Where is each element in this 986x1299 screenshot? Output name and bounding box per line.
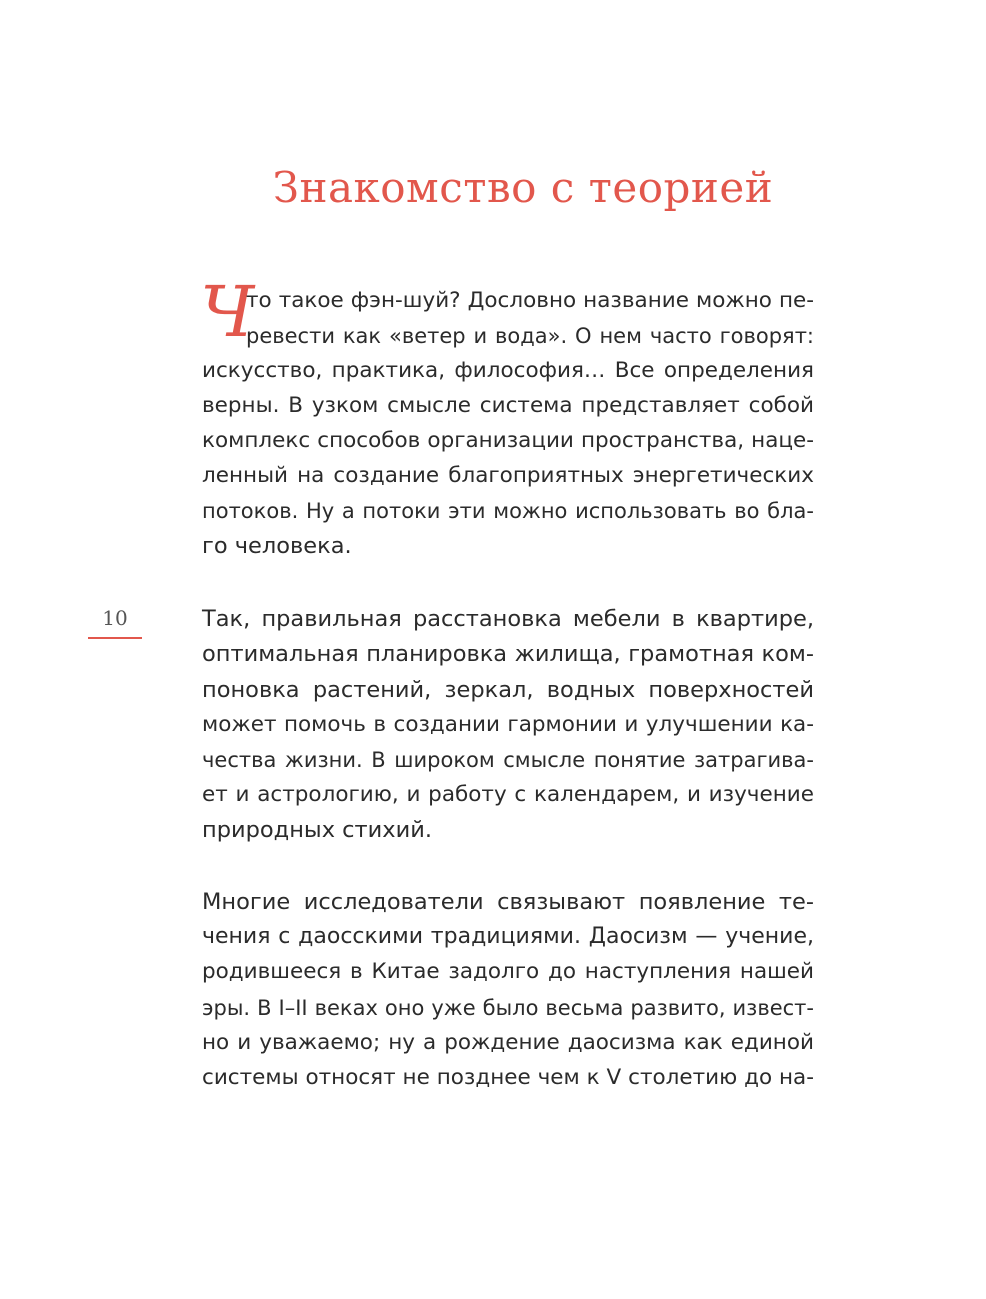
text-line: родившееся в Китае задолго до наступления нашей	[202, 959, 814, 984]
text-line: ревести как «ветер и вода». О нем часто говорят:	[246, 324, 814, 348]
text-line: верны. В узком смысле система представляет собой	[202, 393, 814, 418]
text-line: чения с даосскими традициями. Даосизм — учение,	[202, 924, 814, 949]
text-line: то такое фэн-шуй? Дословно название можно пе-	[246, 288, 814, 313]
drop-cap: Ч	[200, 271, 255, 353]
text-line: Так, правильная расстановка мебели в квартире,	[202, 606, 814, 632]
text-line: поновка растений, зеркал, водных поверхностей	[202, 677, 814, 703]
text-line: ет и астрологию, и работу с календарем, и изучение	[202, 782, 814, 807]
text-line: эры. В I–II веках оно уже было весьма развито, извест-	[202, 996, 814, 1020]
page-number: 10	[102, 606, 128, 630]
text-line: искусство, практика, философия… Все определения	[202, 358, 814, 383]
text-line: может помочь в создании гармонии и улучшении ка-	[202, 712, 814, 737]
text-line: оптимальная планировка жилища, грамотная ком-	[202, 641, 814, 667]
text-line: го человека.	[202, 533, 352, 559]
text-line: системы относят не позднее чем к V столетию до на-	[202, 1065, 814, 1090]
page-number-underline	[88, 637, 142, 639]
chapter-title: Знакомство с теорией	[272, 163, 774, 212]
text-line: ленный на создание благоприятных энергетических	[202, 463, 814, 488]
text-line: потоков. Ну а потоки эти можно использовать во бла-	[202, 499, 814, 523]
text-line: комплекс способов организации пространства, наце-	[202, 428, 814, 453]
text-line: Многие исследователи связывают появление те-	[202, 889, 814, 915]
text-line: чества жизни. В широком смысле понятие затрагива-	[202, 748, 814, 772]
text-line: природных стихий.	[202, 817, 432, 843]
text-line: но и уважаемо; ну а рождение даосизма как единой	[202, 1030, 814, 1055]
